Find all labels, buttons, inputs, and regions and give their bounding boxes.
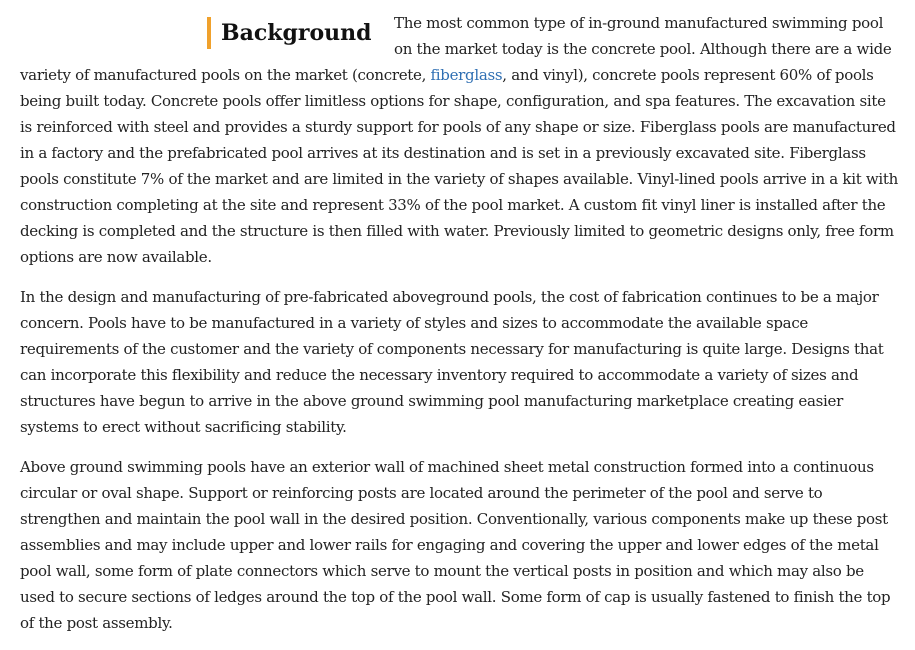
heading-block <box>20 10 394 62</box>
paragraph-aboveground-construction: Above ground swimming pools have an exterior wall of machined sheet metal construction formed into a continuous circular or oval shape. Support or reinforcing posts are located around the perimeter of the pool and serve to strengthen and maintain the pool wall in the desired position. Conventionally, various components make up these post assemblies and may include upper and lower rails for engaging and covering the upper and lower edges of the metal pool wall, some form of plate connectors which serve to mount the vertical posts in position and which may also be used to secure sections of ledges around the top of the pool wall. Some form of cap is usually fastened to finish the top of the post assembly. <box>20 458 891 632</box>
paragraph-aboveground-cost: In the design and manufacturing of pre-fabricated aboveground pools, the cost of fabrication continues to be a major concern. Pools have to be manufactured in a variety of styles and sizes to accommodate the available space requirements of the customer and the variety of components necessary for manufacturing is quite large. Designs that can incorporate this flexibility and reduce the necessary inventory required to accommodate a variety of sizes and structures have begun to arrive in the above ground swimming pool manufacturing marketplace creating easier systems to erect without sacrificing stability. <box>20 288 884 436</box>
paragraph-intro-text-a: The most common type of in-ground manufactured swimming pool on the market today is the concrete pool. Although there are a wide variety of manufactured pools on the market (concrete, <box>20 14 892 84</box>
article-body <box>20 10 898 650</box>
fiberglass-link[interactable]: fiberglass <box>430 66 503 84</box>
section-heading: Background <box>207 17 372 49</box>
paragraph-intro-text-b: , and vinyl), concrete pools represent 60% of pools being built today. Concrete pools offer limitless options for shape, configuration, and spa features. The excavation site is reinforced with steel and provides a sturdy support for pools of any shape or size. Fiberglass pools are manufactured in a factory and the prefabricated pool arrives at its destination and is set in a previously excavated site. Fiberglass pools constitute 7% of the market and are limited in the variety of shapes available. Vinyl-lined pools arrive in a kit with construction completing at the site and represent 33% of the pool market. A custom fit vinyl liner is installed after the decking is completed and the structure is then filled with water. Previously limited to geometric designs only, free form options are now available. <box>20 66 899 266</box>
